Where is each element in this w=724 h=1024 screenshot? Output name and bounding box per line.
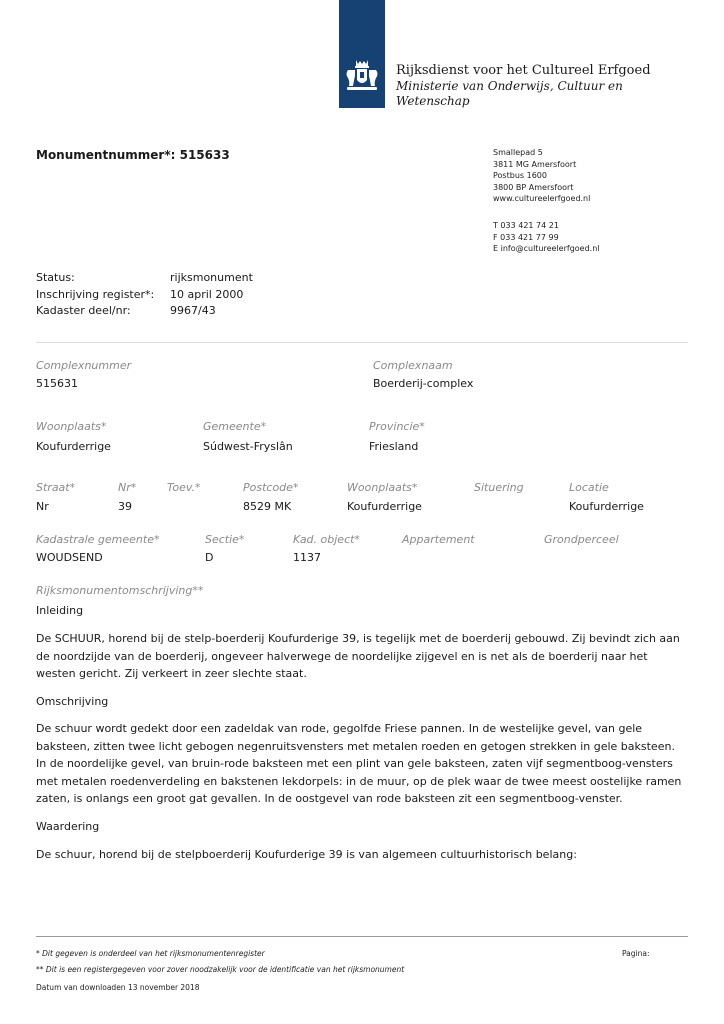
gemeente-value: Súdwest-Fryslân (203, 440, 293, 453)
contact-block (493, 220, 600, 255)
postcode-value: 8529 MK (243, 500, 292, 513)
address-block (493, 147, 590, 205)
address-woonplaats-value: Koufurderrige (347, 500, 422, 513)
address-pobox-postal: 3800 BP Amersfoort (493, 182, 574, 192)
footnote-1: * Dit gegeven is onderdeel van het rijksmonumentenregister (36, 949, 265, 958)
footer-divider (36, 936, 688, 937)
description-text: De schuur wordt gedekt door een zadeldak van rode, gegolfde Friese pannen. In de westelijke gevel, van gele baksteen, zitten twee licht gebogen negenruitsvensters met metalen roeden en getogen strekken in gele baksteen. In de noordelijke gevel, van bruin-rode baksteen met een plint van gele baksteen, zaten vijf segmentboog-vensters met metalen roedenverdeling en bakstenen lekdorpels: in de muur, op de plek waar de twee meest oostelijke ramen zaten, is onlangs een groot gat gevallen. In de oostgevel van rode baksteen zit een segmentboog-venster. (36, 722, 682, 806)
nr-label: Nr* (118, 481, 137, 494)
woonplaats-label: Woonplaats* (36, 420, 107, 433)
nr-value: 39 (118, 500, 132, 513)
registration-label: Inschrijving register*: (36, 287, 155, 301)
logo-bar (339, 0, 385, 108)
footnote-2: ** Dit is een registergegeven voor zover noodzakelijk voor de identificatie van het rijksmonument (36, 965, 405, 974)
locatie-value: Koufurderrige (569, 500, 644, 513)
appartement-label: Appartement (402, 533, 475, 546)
download-date: Datum van downloaden 13 november 2018 (36, 983, 200, 992)
monument-number: Monumentnummer*: 515633 (36, 148, 230, 162)
postcode-label: Postcode* (243, 481, 299, 494)
provincie-label: Provincie* (369, 420, 425, 433)
address-street: Smallepad 5 (493, 148, 543, 157)
status-value: rijksmonument (170, 271, 253, 284)
sectie-value: D (205, 551, 214, 564)
complex-number-value: 515631 (36, 377, 78, 390)
kadastrale-gemeente-value: WOUDSEND (36, 551, 103, 564)
cadastre-label: Kadaster deel/nr: (36, 304, 131, 317)
address-pobox: Postbus 1600 (493, 171, 547, 181)
org-line-3: Wetenschap (396, 94, 470, 108)
org-line-2: Ministerie van Onderwijs, Cultuur en (396, 79, 623, 93)
intro-text: De SCHUUR, horend bij de stelp-boerderij Koufurderige 39, is tegelijk met de boerderij gebouwd. Zij bevindt zich aan de noordzijde van de boerderij, ongeveer halverwege de noordelijke zijgevel en is net als de boerderij naar het westen gericht. Zij verkeert in zeer slechte staat. (36, 632, 680, 681)
straat-label: Straat* (36, 481, 76, 494)
sectie-label: Sectie* (205, 533, 245, 546)
contact-email: E info@cultureelerfgoed.nl (493, 244, 600, 254)
complex-name-label: Complexnaam (373, 359, 453, 372)
cadastre-value: 9967/43 (170, 304, 216, 317)
complex-name-value: Boerderij-complex (373, 377, 474, 390)
address-website: www.cultureelerfgoed.nl (493, 194, 591, 204)
grondperceel-label: Grondperceel (544, 533, 619, 546)
woonplaats-value: Koufurderrige (36, 440, 111, 453)
contact-phone: T 033 421 74 21 (493, 221, 559, 230)
kadastrale-gemeente-label: Kadastrale gemeente* (36, 533, 160, 546)
locatie-label: Locatie (569, 481, 609, 494)
kad-object-label: Kad. object* (293, 533, 360, 546)
situering-label: Situering (474, 481, 524, 494)
value-title: Waardering (36, 820, 100, 833)
description-title: Omschrijving (36, 695, 109, 708)
complex-number-label: Complexnummer (36, 359, 132, 372)
status-labels (36, 270, 154, 320)
provincie-value: Friesland (369, 440, 419, 453)
description-label: Rijksmonumentomschrijving** (36, 584, 204, 597)
divider (36, 342, 688, 343)
registration-value: 10 april 2000 (170, 287, 244, 301)
address-woonplaats-label: Woonplaats* (347, 481, 418, 494)
status-label: Status: (36, 271, 75, 284)
straat-value: Nr (36, 500, 49, 513)
address-postal: 3811 MG Amersfoort (493, 159, 577, 169)
value-text: De schuur, horend bij de stelpboerderij Koufurderige 39 is van algemeen cultuurhistorisch belang: (36, 848, 577, 861)
status-values (170, 270, 253, 320)
contact-fax: F 033 421 77 99 (493, 232, 559, 242)
kad-object-value: 1137 (293, 551, 321, 564)
crown-lion-coat-of-arms-icon (342, 56, 382, 96)
org-line-1: Rijksdienst voor het Cultureel Erfgoed (396, 63, 651, 78)
toev-label: Toev.* (167, 481, 201, 494)
gemeente-label: Gemeente* (203, 420, 267, 433)
intro-title: Inleiding (36, 604, 84, 617)
page-label: Pagina: (622, 949, 650, 958)
organization-name (396, 62, 651, 109)
